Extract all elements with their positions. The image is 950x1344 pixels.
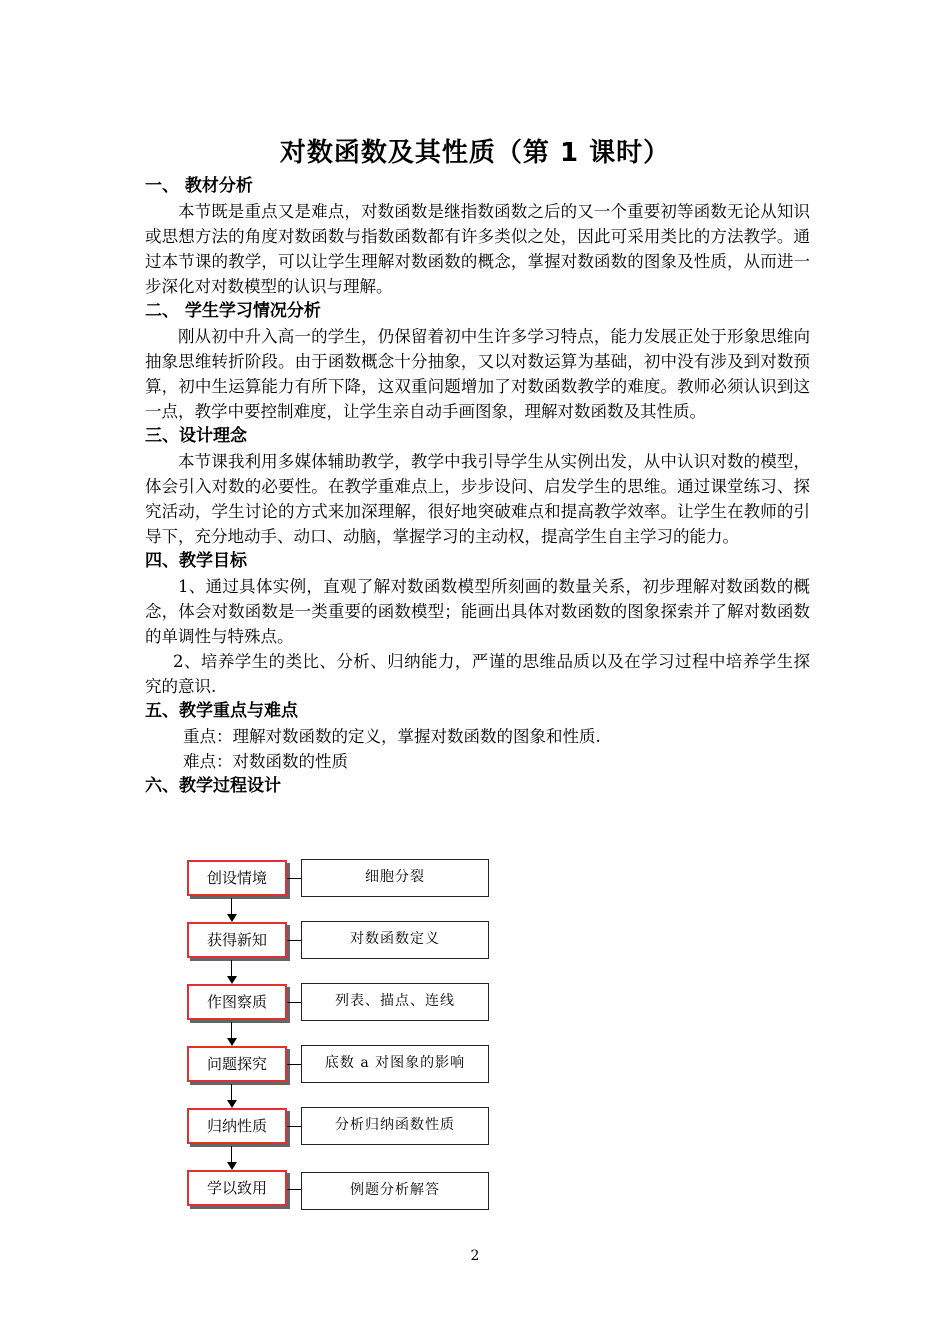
down-arrow-icon [227, 976, 237, 984]
flow-down-line [231, 1084, 232, 1101]
flow-step-box: 归纳性质 [187, 1108, 287, 1144]
flow-connector [287, 1126, 301, 1127]
section-heading-2: 二、 学生学习情况分析 [145, 301, 321, 321]
section-heading-6: 六、教学过程设计 [145, 776, 281, 796]
flow-down-line [231, 960, 232, 977]
section-body-1: 本节既是重点又是难点，对数函数是继指数函数之后的又一个重要初等函数无论从知识或思想方法的角度对数函数与指数函数都有许多类似之处，因此可采用类比的方法教学。通过本节课的教学，可以让学生理解对数函数的概念，掌握对数函数的图象及性质，从而进一步深化对对数模型的认识与理解。 [145, 202, 810, 296]
document-body [145, 174, 810, 799]
down-arrow-icon [227, 1162, 237, 1170]
section-body-4a: 1、通过具体实例，直观了解对数函数模型所刻画的数量关系，初步理解对数函数的概念，体会对数函数是一类重要的函数模型；能画出具体对数函数的图象探索并了解对数函数的单调性与特殊点。 [145, 577, 810, 646]
down-arrow-icon [227, 1038, 237, 1046]
section-heading-5: 五、教学重点与难点 [145, 701, 298, 721]
down-arrow-icon [227, 1100, 237, 1108]
flow-connector [287, 1064, 301, 1065]
flow-step-box: 获得新知 [187, 922, 287, 958]
flow-down-line [231, 898, 232, 915]
flow-desc-box: 分析归纳函数性质 [301, 1107, 489, 1145]
flow-desc-box: 例题分析解答 [301, 1172, 489, 1210]
page-number: 2 [470, 1248, 480, 1264]
flow-connector [287, 940, 301, 941]
flow-down-line [231, 1146, 232, 1163]
flow-desc-box: 对数函数定义 [301, 921, 489, 959]
flow-connector [287, 1002, 301, 1003]
section-heading-1: 一、 教材分析 [145, 176, 253, 196]
section-body-2: 刚从初中升入高一的学生，仍保留着初中生许多学习特点，能力发展正处于形象思维向抽象思维转折阶段。由于函数概念十分抽象，又以对数运算为基础，初中没有涉及到对数预算，初中生运算能力有所下降，这双重问题增加了对数函数教学的难度。教师必须认识到这一点，教学中要控制难度，让学生亲自动手画图象，理解对数函数及其性质。 [145, 327, 810, 421]
document-title: 对数函数及其性质（第 1 课时） [279, 138, 671, 168]
flow-desc-box: 细胞分裂 [301, 859, 489, 897]
flow-desc-box: 底数 a 对图象的影响 [301, 1045, 489, 1083]
section-heading-3: 三、设计理念 [145, 426, 247, 446]
flow-step-box: 创设情境 [187, 860, 287, 896]
flow-desc-box: 列表、描点、连线 [301, 983, 489, 1021]
down-arrow-icon [227, 914, 237, 922]
flow-down-line [231, 1022, 232, 1039]
key-point-line: 重点：理解对数函数的定义，掌握对数函数的图象和性质. [183, 727, 601, 746]
section-heading-4: 四、教学目标 [145, 551, 247, 571]
flow-connector [287, 878, 301, 879]
difficulty-line: 难点：对数函数的性质 [183, 752, 348, 771]
flow-step-box: 作图察质 [187, 984, 287, 1020]
flow-step-box: 问题探究 [187, 1046, 287, 1082]
flow-connector [287, 1189, 301, 1190]
flow-step-box: 学以致用 [187, 1170, 287, 1206]
teaching-process-flowchart [185, 858, 495, 1218]
section-body-4b: 2、培养学生的类比、分析、归纳能力，严谨的思维品质以及在学习过程中培养学生探究的意识. [145, 652, 810, 696]
section-body-3: 本节课我利用多媒体辅助教学，教学中我引导学生从实例出发，从中认识对数的模型，体会引入对数的必要性。在教学重难点上，步步设问、启发学生的思维。通过课堂练习、探究活动，学生讨论的方式来加深理解，很好地突破难点和提高教学效率。让学生在教师的引导下，充分地动手、动口、动脑，掌握学习的主动权，提高学生自主学习的能力。 [145, 452, 810, 546]
